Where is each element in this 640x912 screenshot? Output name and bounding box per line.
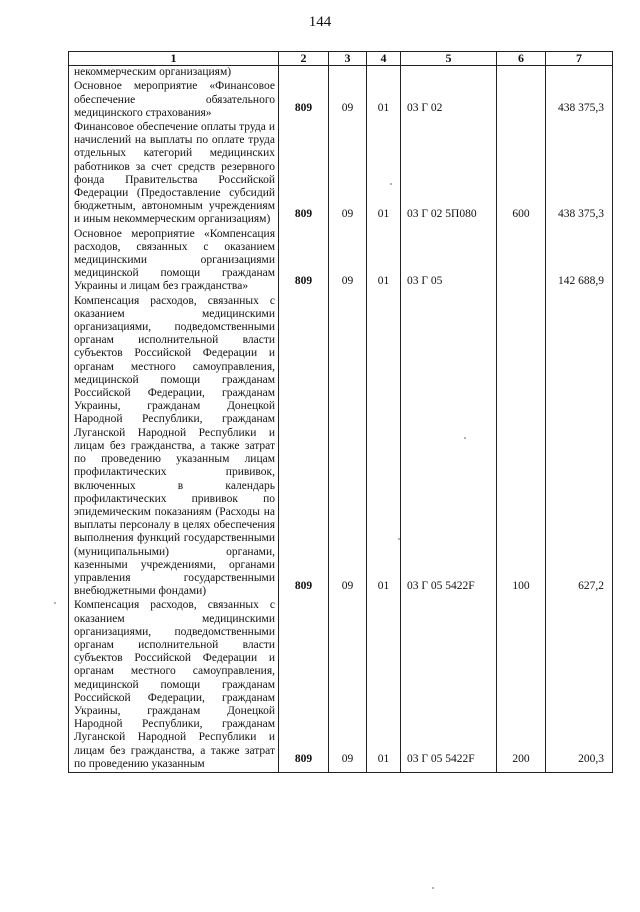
ministry-code: 809 (279, 599, 329, 772)
section-code (329, 66, 367, 81)
target-article-code: 03 Г 05 (401, 228, 497, 295)
table-row (69, 599, 613, 772)
header-col-ministry: 2 (279, 52, 329, 66)
row-name-cell (69, 228, 279, 295)
subsection-code: 01 (367, 295, 401, 600)
expense-type-code: 200 (497, 599, 546, 772)
section-code: 09 (329, 295, 367, 600)
header-col-subsection: 4 (367, 52, 401, 66)
section-code: 09 (329, 121, 367, 228)
header-col-name: 1 (69, 52, 279, 66)
amount-value: 142 688,9 (546, 228, 613, 295)
header-col-section: 3 (329, 52, 367, 66)
row-name-text: Компенсация расходов, связанных с оказанием медицинскими организациями, подведомственными органам исполнительной власти субъектов Российской Федерации и органам местного самоуправления, медицинской помощи гражданам Российской Федерации, гражданам Украины, гражданам Донецкой Народной Республики, гражданам Луганской Народной Республики и лицам без гражданства, а также затрат по проведению указанным (74, 599, 275, 770)
amount-value (546, 66, 613, 81)
expense-type-code (497, 228, 546, 295)
row-name-cell (69, 295, 279, 600)
target-article-code: 03 Г 02 5П080 (401, 121, 497, 228)
section-code: 09 (329, 599, 367, 772)
target-article-code (401, 66, 497, 81)
scan-speck (54, 602, 56, 604)
expense-type-code: 100 (497, 295, 546, 600)
row-name-cell (69, 599, 279, 772)
ministry-code: 809 (279, 80, 329, 121)
subsection-code: 01 (367, 228, 401, 295)
header-row (69, 52, 613, 66)
table-row (69, 295, 613, 600)
subsection-code: 01 (367, 80, 401, 121)
row-name-cell (69, 80, 279, 121)
subsection-code: 01 (367, 599, 401, 772)
amount-value: 438 375,3 (546, 80, 613, 121)
ministry-code: 809 (279, 121, 329, 228)
expense-type-code (497, 80, 546, 121)
amount-value: 627,2 (546, 295, 613, 600)
header-col-target-article: 5 (401, 52, 497, 66)
expense-type-code: 600 (497, 121, 546, 228)
subsection-code: 01 (367, 121, 401, 228)
row-name-text: Основное мероприятие «Финансовое обеспечение обязательного медицинского страхования» (74, 80, 275, 119)
amount-value: 200,3 (546, 599, 613, 772)
scan-speck (464, 437, 466, 439)
row-name-text: Финансовое обеспечение оплаты труда и начислений на выплаты по оплате труда отдельных категорий медицинских работников за счет средств резервного фонда Правительства Российской Федерации (Предоставление субсидий бюджетным, автономным учреждениям и иным некоммерческим организациям) (74, 121, 275, 226)
scan-speck (398, 538, 400, 540)
ministry-code (279, 66, 329, 81)
target-article-code: 03 Г 05 5422F (401, 295, 497, 600)
table-row (69, 80, 613, 121)
row-name-text: Компенсация расходов, связанных с оказанием медицинскими организациями, подведомственными органам исполнительной власти субъектов Российской Федерации и органам местного самоуправления, медицинской помощи гражданам Российской Федерации, гражданам Украины, гражданам Донецкой Народной Республики, гражданам Луганской Народной Республики и лицам без гражданства, а также затрат по проведению указанным лицам профилактических прививок, включенных в календарь профилактических прививок по эпидемическим показаниям (Расходы на выплаты персоналу в целях обеспечения выполнения функций государственными (муниципальными) органами, казенными учреждениями, органами управления государственными внебюджетными фондами) (74, 294, 275, 598)
row-name-cell (69, 66, 279, 81)
amount-value: 438 375,3 (546, 121, 613, 228)
ministry-code: 809 (279, 295, 329, 600)
table-row (69, 66, 613, 81)
budget-table (68, 51, 613, 773)
scan-speck (432, 887, 434, 889)
row-name-cell (69, 121, 279, 228)
ministry-code: 809 (279, 228, 329, 295)
header-col-amount: 7 (546, 52, 613, 66)
row-name-text: Основное мероприятие «Компенсация расходов, связанных с оказанием медицинскими организациями медицинской помощи гражданам Украины и лицам без гражданства» (74, 227, 275, 293)
target-article-code: 03 Г 02 (401, 80, 497, 121)
subsection-code (367, 66, 401, 81)
target-article-code: 03 Г 05 5422F (401, 599, 497, 772)
section-code: 09 (329, 80, 367, 121)
header-col-expense-type: 6 (497, 52, 546, 66)
table-row (69, 228, 613, 295)
scan-speck (390, 183, 392, 185)
row-name-text: некоммерческим организациям) (74, 66, 232, 79)
expense-type-code (497, 66, 546, 81)
section-code: 09 (329, 228, 367, 295)
table-row (69, 121, 613, 228)
page-number: 144 (308, 14, 332, 30)
